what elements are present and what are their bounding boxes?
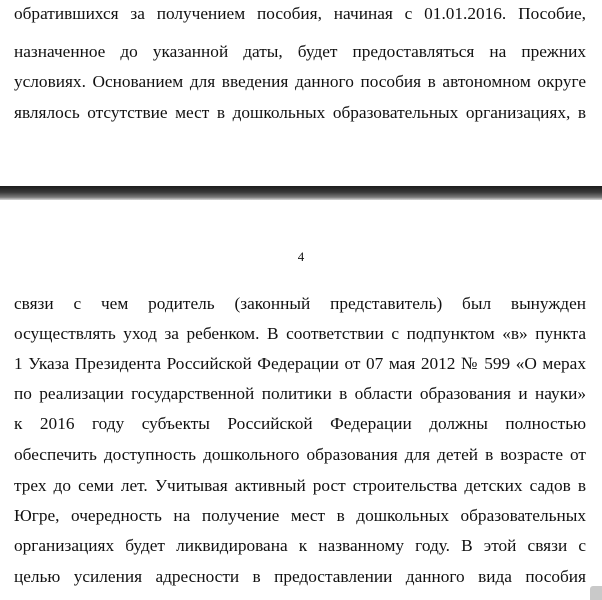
text-line: трех до семи лет. Учитывая активный рост строительства детских садов в: [14, 476, 586, 495]
document-page-upper: [0, 0, 602, 186]
text-line: условиях. Основанием для введения данного пособия в автономном округе: [14, 72, 586, 91]
text-line: 1 Указа Президента Российской Федерации от 07 мая 2012 № 599 «О мерах: [14, 354, 586, 373]
text-line: назначенное до указанной даты, будет предоставляться на прежних: [14, 42, 586, 61]
text-line: обеспечить доступность дошкольного образования для детей в возрасте от: [14, 445, 586, 464]
scrollbar-thumb[interactable]: [590, 586, 602, 600]
document-page-lower: [0, 200, 602, 600]
page-separator: [0, 186, 602, 200]
text-line: целью усиления адресности в предоставлении данного вида пособия: [14, 567, 586, 586]
text-line: являлось отсутствие мест в дошкольных образовательных организациях, в: [14, 103, 586, 122]
text-line: к 2016 году субъекты Российской Федерации должны полностью: [14, 414, 586, 433]
text-line: по реализации государственной политики в области образования и науки»: [14, 384, 586, 403]
page-number: 4: [297, 249, 305, 264]
text-line: Югре, очередность на получение мест в дошкольных образовательных: [14, 506, 586, 525]
text-line: обратившихся за получением пособия, начиная с 01.01.2016. Пособие,: [14, 4, 586, 23]
text-line: организациях будет ликвидирована к названному году. В этой связи с: [14, 536, 586, 555]
text-line: осуществлять уход за ребенком. В соответствии с подпунктом «в» пункта: [14, 324, 586, 343]
text-line: связи с чем родитель (законный представитель) был вынужден: [14, 294, 586, 313]
